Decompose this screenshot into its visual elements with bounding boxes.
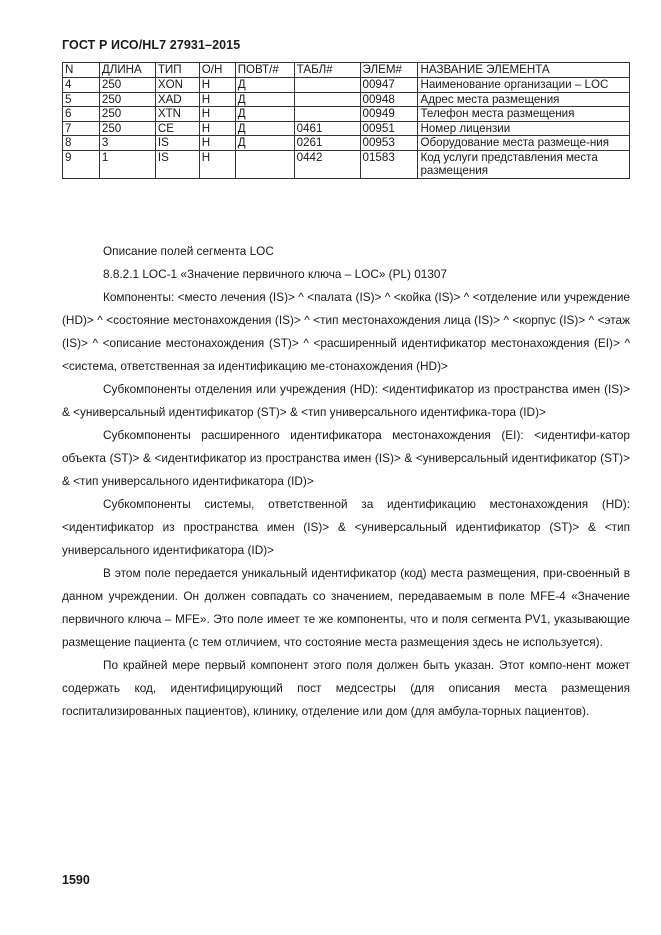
cell-element: 01583: [360, 150, 418, 178]
cell-length: 250: [99, 78, 155, 93]
paragraph-field-description: В этом поле передается уникальный идентификатор (код) места размещения, при-своенный в данном учреждении. Он должен совпадать со значением, передаваемым в поле MFE-4 «Значение первичного ключа – MFE». Это поле имеет те же компоненты, что и поля сегмента PV1, указывающие размещение пациента (с тем отличием, что состояние места размещения здесь не используется).: [62, 566, 630, 649]
cell-table: 0442: [294, 150, 360, 178]
cell-n: 9: [63, 150, 100, 178]
cell-element-name: Телефон места размещения: [418, 107, 630, 122]
paragraph-components: Компоненты: <место лечения (IS)> ^ <палата (IS)> ^ <койка (IS)> ^ <отделение или учреждение (HD)> ^ <состояние местонахождения (IS)> ^ <тип местонахождения лица (IS)> ^ <корпус (IS)> ^ <этаж (IS)> ^ <описание местонахождения (ST)> ^ <расширенный идентификатор местонахождения (EI)> ^ <система, ответственная за идентификацию ме-стонахождения (HD)>: [62, 290, 630, 373]
cell-element-name: Адрес места размещения: [418, 92, 630, 107]
section-heading: 8.8.2.1 LOC-1 «Значение первичного ключа – LOC» (PL) 01307: [103, 267, 448, 281]
cell-element-name: Номер лицензии: [418, 121, 630, 136]
cell-element: 00947: [360, 78, 418, 93]
segment-fields-table: [62, 62, 630, 179]
col-header-optionality: О/Н: [199, 63, 235, 78]
cell-element: 00949: [360, 107, 418, 122]
paragraph-ei-subcomponents: Субкомпоненты расширенного идентификатора местонахождения (EI): <идентифи-катор объекта (ST)> & <идентификатор из пространства имен (IS)> & <универсальный идентификатор (ST)> & <тип универсального идентификатора (ID)>: [62, 428, 630, 488]
cell-n: 8: [63, 136, 100, 151]
cell-type: XAD: [155, 92, 199, 107]
col-header-table: ТАБЛ#: [294, 63, 360, 78]
cell-table: [294, 107, 360, 122]
cell-optionality: Н: [199, 136, 235, 151]
cell-optionality: Н: [199, 78, 235, 93]
cell-repeat: Д: [235, 136, 294, 151]
paragraph-first-component: По крайней мере первый компонент этого поля должен быть указан. Этот компо-нент может содержать код, идентифицирующий пост медсестры (для описания места размещения госпитализированных пациентов), клинику, отделение или дом (для амбула-торных пациентов).: [62, 658, 630, 718]
col-header-n: N: [63, 63, 100, 78]
cell-type: CE: [155, 121, 199, 136]
cell-optionality: Н: [199, 121, 235, 136]
col-header-element: ЭЛЕМ#: [360, 63, 418, 78]
table-row: [63, 121, 630, 136]
paragraph-hd-subcomponents: Субкомпоненты отделения или учреждения (HD): <идентификатор из пространства имен (IS)> & <универсальный идентификатор (ST)> & <тип универсального идентифика-тора (ID)>: [62, 382, 630, 419]
table-row: [63, 150, 630, 178]
table-row: [63, 92, 630, 107]
col-header-type: ТИП: [155, 63, 199, 78]
cell-n: 6: [63, 107, 100, 122]
cell-type: XON: [155, 78, 199, 93]
cell-table: [294, 92, 360, 107]
cell-element-name: Наименование организации – LOC: [418, 78, 630, 93]
cell-repeat: Д: [235, 121, 294, 136]
cell-element: 00951: [360, 121, 418, 136]
cell-element-name: Оборудование места размеще-ния: [418, 136, 630, 151]
col-header-repeat: ПОВТ/#: [235, 63, 294, 78]
table-row: [63, 107, 630, 122]
document-header: ГОСТ Р ИСО/HL7 27931–2015: [62, 38, 241, 52]
cell-element-name: Код услуги представления места размещения: [418, 150, 630, 178]
cell-table: [294, 78, 360, 93]
cell-repeat: Д: [235, 78, 294, 93]
cell-length: 1: [99, 150, 155, 178]
cell-n: 7: [63, 121, 100, 136]
cell-length: 3: [99, 136, 155, 151]
cell-repeat: Д: [235, 92, 294, 107]
cell-table: 0461: [294, 121, 360, 136]
cell-length: 250: [99, 107, 155, 122]
cell-length: 250: [99, 92, 155, 107]
cell-type: IS: [155, 150, 199, 178]
cell-optionality: Н: [199, 150, 235, 178]
table-header-row: [63, 63, 630, 78]
body-text: [62, 240, 630, 723]
cell-optionality: Н: [199, 92, 235, 107]
cell-element: 00953: [360, 136, 418, 151]
paragraph-system-subcomponents: Субкомпоненты системы, ответственной за идентификацию местонахождения (HD): <идентификатор из пространства имен (IS)> & <универсальный идентификатор (ST)> & <тип универсального идентификатора (ID)>: [62, 497, 630, 557]
cell-n: 5: [63, 92, 100, 107]
cell-type: IS: [155, 136, 199, 151]
table-row: [63, 136, 630, 151]
cell-length: 250: [99, 121, 155, 136]
cell-table: 0261: [294, 136, 360, 151]
cell-optionality: Н: [199, 107, 235, 122]
page-number: 1590: [62, 873, 90, 887]
col-header-element-name: НАЗВАНИЕ ЭЛЕМЕНТА: [418, 63, 630, 78]
cell-repeat: Д: [235, 107, 294, 122]
cell-n: 4: [63, 78, 100, 93]
cell-type: XTN: [155, 107, 199, 122]
cell-repeat: [235, 150, 294, 178]
col-header-length: ДЛИНА: [99, 63, 155, 78]
section-caption: Описание полей сегмента LOC: [103, 244, 274, 258]
cell-element: 00948: [360, 92, 418, 107]
table-row: [63, 78, 630, 93]
